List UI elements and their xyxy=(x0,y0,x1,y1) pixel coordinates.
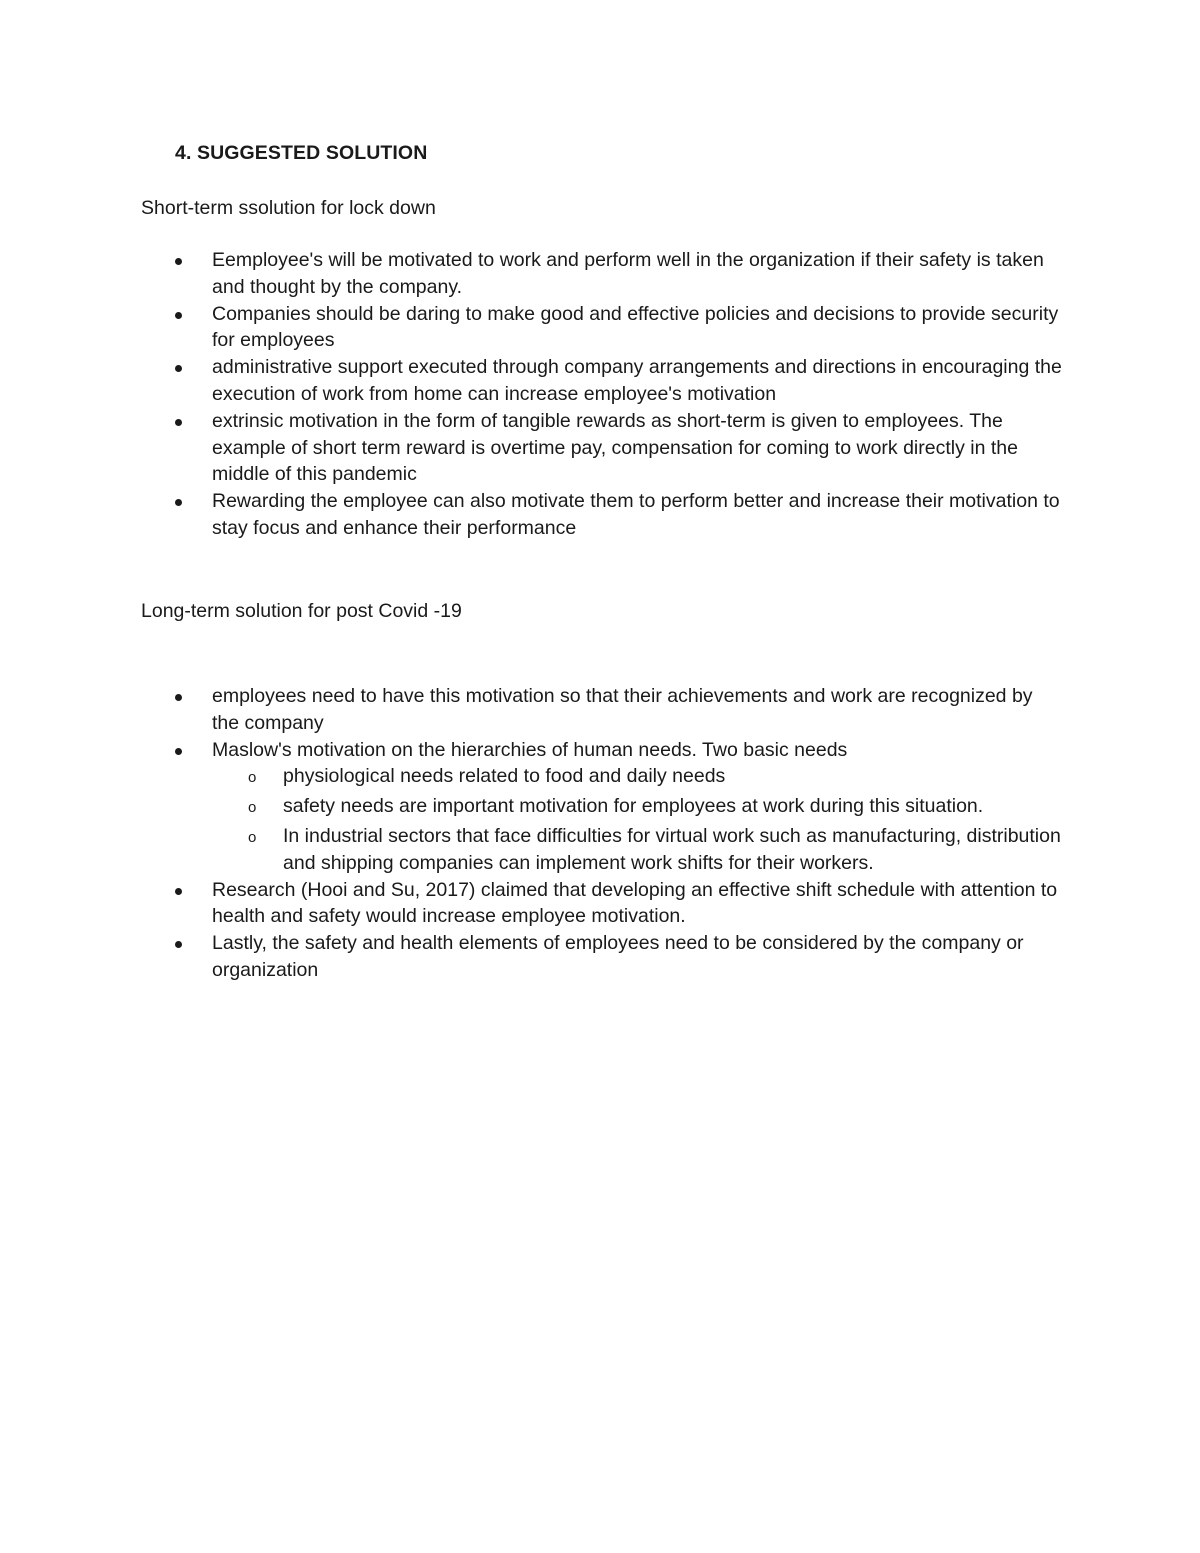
hollow-bullet-icon: o xyxy=(248,828,257,846)
list-item xyxy=(0,877,1062,931)
sub-list-item xyxy=(0,793,1073,820)
list-item-text: Research (Hooi and Su, 2017) claimed that developing an effective shift schedule with attention to health and safety would increase employee motivation. xyxy=(212,878,1058,928)
list-item xyxy=(0,930,1062,984)
bullet-icon xyxy=(175,419,182,426)
sub-list-item-text: In industrial sectors that face difficulties for virtual work such as manufacturing, distribution and shipping companies can implement work shifts for their workers. xyxy=(283,824,1061,874)
list-item-text: extrinsic motivation in the form of tangible rewards as short-term is given to employees. The example of short term reward is overtime pay, compensation for coming to work directly in the middle of this pandemic xyxy=(212,409,1018,486)
list-item-text: Maslow's motivation on the hierarchies of human needs. Two basic needs xyxy=(212,738,848,761)
list-item xyxy=(0,683,1062,737)
hollow-bullet-icon: o xyxy=(248,769,257,787)
section-heading: 4. SUGGESTED SOLUTION xyxy=(175,142,428,164)
sub-list-item xyxy=(0,763,1073,790)
sub-list-item-text: physiological needs related to food and daily needs xyxy=(283,765,726,788)
sub-list-item xyxy=(0,823,1073,877)
bullet-icon xyxy=(175,365,182,372)
bullet-icon xyxy=(175,694,182,701)
bullet-icon xyxy=(175,748,182,755)
list-item-text: employees need to have this motivation so that their achievements and work are recognized by the company xyxy=(212,685,1033,734)
bullet-icon xyxy=(175,312,182,319)
hollow-bullet-icon: o xyxy=(248,799,257,817)
bullet-icon xyxy=(175,888,182,895)
list-item-text: administrative support executed through company arrangements and directions in encouraging the execution of work from home can increase employee's motivation xyxy=(212,356,1062,405)
long-term-label: Long-term solution for post Covid -19 xyxy=(141,600,462,622)
list-item xyxy=(0,488,1062,542)
bullet-icon xyxy=(175,941,182,948)
list-item xyxy=(0,354,1062,408)
short-term-list xyxy=(0,247,1200,542)
list-item-text: Companies should be daring to make good and effective policies and decisions to provide security for employees xyxy=(212,302,1059,352)
long-term-list xyxy=(0,683,1200,984)
list-item xyxy=(0,737,1062,877)
list-item xyxy=(0,408,1062,488)
sub-list-item-text: safety needs are important motivation for employees at work during this situation. xyxy=(283,795,984,818)
sub-list xyxy=(0,763,1062,876)
bullet-icon xyxy=(175,258,182,265)
list-item xyxy=(0,301,1062,355)
list-item-text: Rewarding the employee can also motivate them to perform better and increase their motivation to stay focus and enhance their performance xyxy=(212,490,1060,539)
list-item xyxy=(0,247,1062,301)
list-item-text: Lastly, the safety and health elements of employees need to be considered by the company or organization xyxy=(212,932,1024,981)
short-term-label: Short-term ssolution for lock down xyxy=(141,197,436,219)
list-item-text: Eemployee's will be motivated to work and perform well in the organization if their safety is taken and thought by the company. xyxy=(212,249,1044,298)
bullet-icon xyxy=(175,499,182,506)
